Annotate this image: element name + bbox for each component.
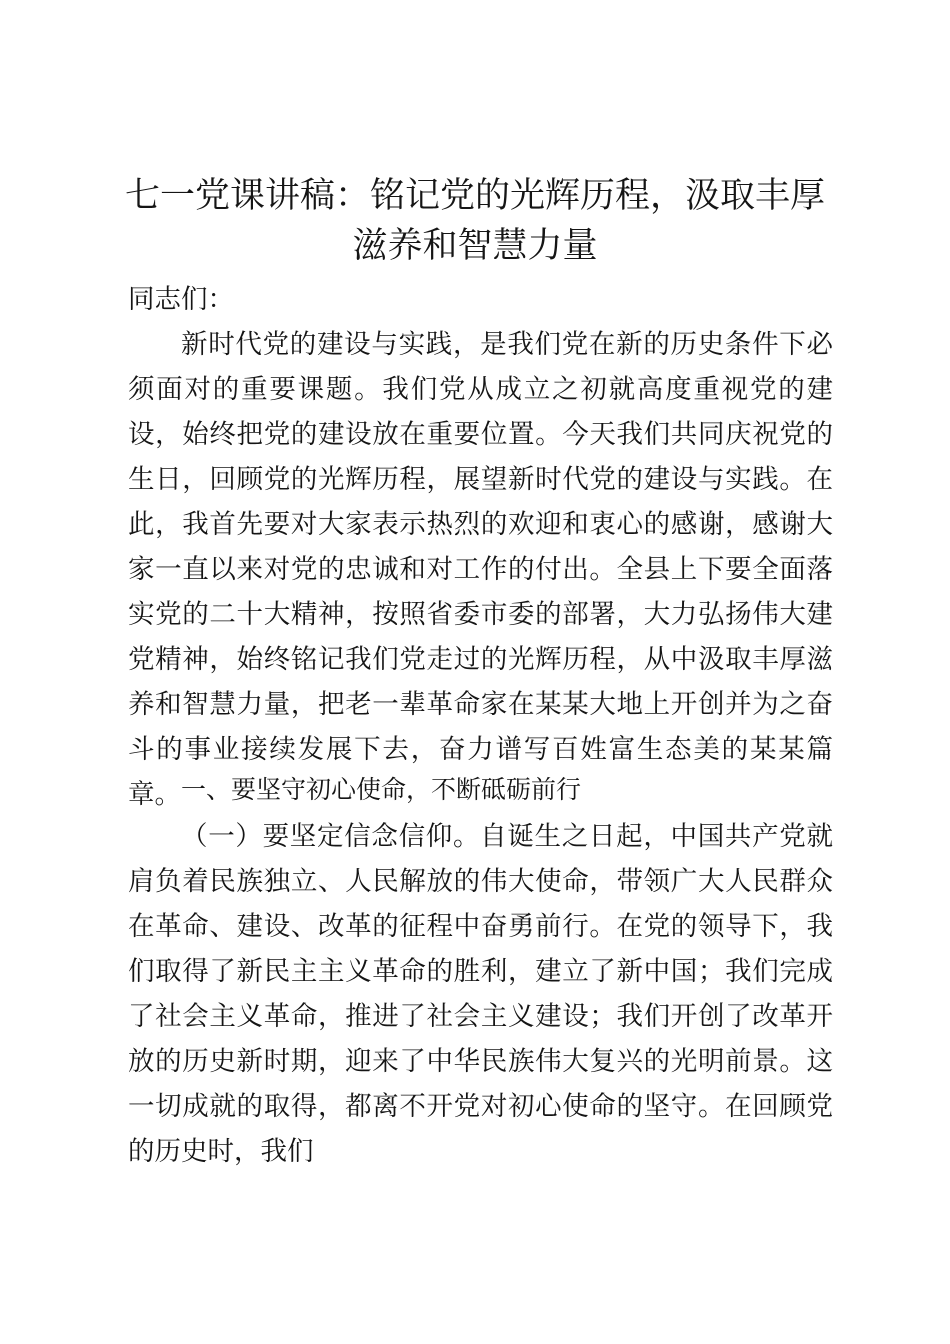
document-title-line-2: 滋养和智慧力量	[352, 226, 598, 266]
document-title-line-1: 七一党课讲稿：铭记党的光辉历程，汲取丰厚	[124, 176, 825, 216]
salutation: 同志们：	[128, 284, 234, 315]
section-heading-1: 一、要坚守初心使命，不断砥砺前行	[181, 775, 582, 804]
opening-paragraph: 新时代党的建设与实践，是我们党在新的历史条件下必须面对的重要课题。我们党从成立之初就高度重视党的建设，始终把党的建设放在重要位置。今天我们共同庆祝党的生日，回顾党的光辉历程，展望新时代党的建设与实践。在此，我首先要对大家表示热烈的欢迎和衷心的感谢，感谢大家一直以来对党的忠诚和对工作的付出。全县上下要全面落实党的二十大精神，按照省委市委的部署，大力弘扬伟大建党精神，始终铭记我们党走过的光辉历程，从中汲取丰厚滋养和智慧力量，把老一辈革命家在某某大地上开创并为之奋斗的事业接续发展下去，奋力谱写百姓富生态美的某某篇章。	[128, 329, 833, 810]
subsection-paragraph-1: （一）要坚定信念信仰。自诞生之日起，中国共产党就肩负着民族独立、人民解放的伟大使命，带领广大人民群众在革命、建设、改革的征程中奋勇前行。在党的领导下，我们取得了新民主主义革命的胜利，建立了新中国；我们完成了社会主义革命，推进了社会主义建设；我们开创了改革开放的历史新时期，迎来了中华民族伟大复兴的光明前景。这一切成就的取得，都离不开党对初心使命的坚守。在回顾党的历史时，我们	[128, 821, 833, 1167]
